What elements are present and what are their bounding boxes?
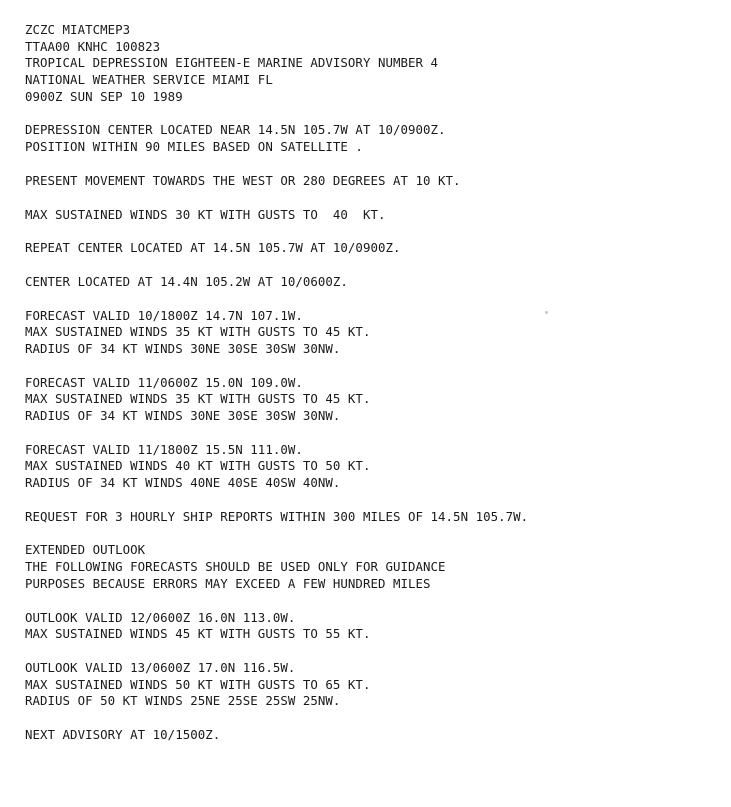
forecast-radius-line: RADIUS OF 34 KT WINDS 30NE 30SE 30SW 30NW. <box>25 340 341 356</box>
issuing-office: NATIONAL WEATHER SERVICE MIAMI FL <box>25 72 273 88</box>
header-block <box>25 22 725 105</box>
forecast-block <box>25 308 725 358</box>
forecast-radius-line: RADIUS OF 34 KT WINDS 30NE 30SE 30SW 30NW. <box>25 408 341 423</box>
issue-time: 0900Z SUN SEP 10 1989 <box>25 88 183 104</box>
forecast-radius-line: RADIUS OF 34 KT WINDS 40NE 40SE 40SW 40NW. <box>25 475 341 491</box>
extended-outlook-heading: EXTENDED OUTLOOK <box>25 542 146 558</box>
header-line: TTAA00 KNHC 100823 <box>25 38 161 54</box>
forecast-block <box>25 442 725 492</box>
movement-line: PRESENT MOVEMENT TOWARDS THE WEST OR 280 DEGREES AT 10 KT. <box>25 172 461 188</box>
outlook-winds-line: MAX SUSTAINED WINDS 50 KT WITH GUSTS TO 65 KT. <box>25 676 371 692</box>
forecast-valid-line: FORECAST VALID 10/1800Z 14.7N 107.1W. <box>25 307 303 323</box>
next-advisory-line: NEXT ADVISORY AT 10/1500Z. <box>25 726 221 742</box>
outlook-disclaimer-line: THE FOLLOWING FORECASTS SHOULD BE USED ONLY FOR GUIDANCE <box>25 559 446 575</box>
marine-advisory-document <box>25 22 725 744</box>
forecast-winds-line: MAX SUSTAINED WINDS 35 KT WITH GUSTS TO 45 KT. <box>25 324 371 340</box>
forecast-block <box>25 375 725 425</box>
position-accuracy-line: POSITION WITHIN 90 MILES BASED ON SATELLITE . <box>25 139 363 155</box>
forecast-winds-line: MAX SUSTAINED WINDS 40 KT WITH GUSTS TO 50 KT. <box>25 458 371 474</box>
outlook-valid-line: OUTLOOK VALID 12/0600Z 16.0N 113.0W. <box>25 609 296 625</box>
outlook-valid-line: OUTLOOK VALID 13/0600Z 17.0N 116.5W. <box>25 659 296 675</box>
outlook-disclaimer-line: PURPOSES BECAUSE ERRORS MAY EXCEED A FEW HUNDRED MILES <box>25 575 431 591</box>
prior-center-line: CENTER LOCATED AT 14.4N 105.2W AT 10/0600Z. <box>25 273 348 289</box>
center-position-line: DEPRESSION CENTER LOCATED NEAR 14.5N 105.7W AT 10/0900Z. <box>25 122 446 138</box>
outlook-block <box>25 610 725 643</box>
outlook-block <box>25 660 725 710</box>
header-line: ZCZC MIATCMEP3 <box>25 22 131 37</box>
scan-speck <box>545 311 548 314</box>
outlook-radius-line: RADIUS OF 50 KT WINDS 25NE 25SE 25SW 25NW. <box>25 693 341 709</box>
ship-report-request-line: REQUEST FOR 3 HOURLY SHIP REPORTS WITHIN 300 MILES OF 14.5N 105.7W. <box>25 508 529 524</box>
forecast-valid-line: FORECAST VALID 11/1800Z 15.5N 111.0W. <box>25 441 303 457</box>
forecast-winds-line: MAX SUSTAINED WINDS 35 KT WITH GUSTS TO 45 KT. <box>25 391 371 407</box>
max-winds-line: MAX SUSTAINED WINDS 30 KT WITH GUSTS TO 40 KT. <box>25 206 386 222</box>
center-block <box>25 122 725 155</box>
advisory-title: TROPICAL DEPRESSION EIGHTEEN-E MARINE ADVISORY NUMBER 4 <box>25 55 439 71</box>
outlook-winds-line: MAX SUSTAINED WINDS 45 KT WITH GUSTS TO 55 KT. <box>25 626 371 642</box>
forecast-valid-line: FORECAST VALID 11/0600Z 15.0N 109.0W. <box>25 374 303 390</box>
extended-outlook-block <box>25 542 725 592</box>
repeat-center-line: REPEAT CENTER LOCATED AT 14.5N 105.7W AT 10/0900Z. <box>25 240 401 256</box>
